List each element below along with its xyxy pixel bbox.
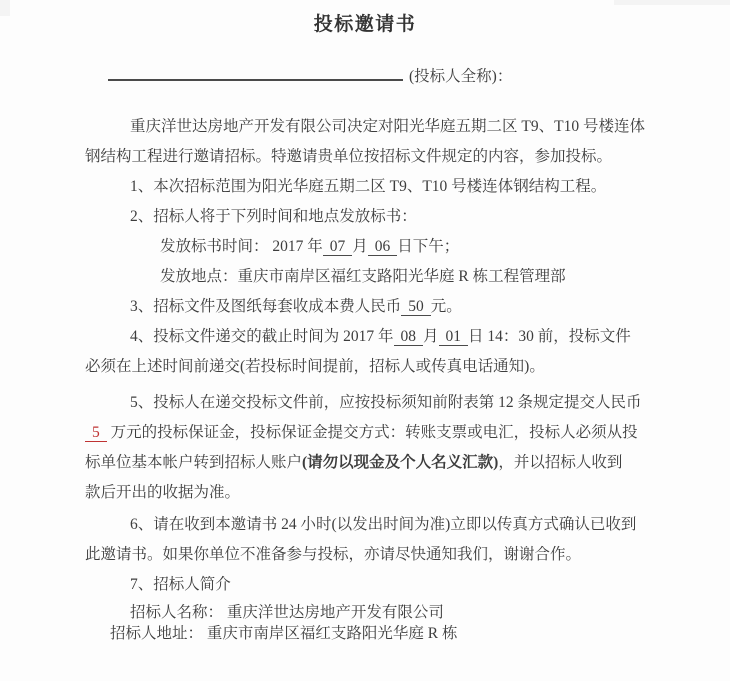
bidder-address-line: 招标人地址： 重庆市南岸区福红支路阳光华庭 R 栋 [110, 625, 458, 642]
deposit-text: 万元的投标保证金，投标保证金提交方式：转账支票或电汇，投标人必须从投 [106, 424, 638, 441]
issue-time-text-2: 月 [352, 238, 368, 255]
deadline-day-blank: 01 [439, 328, 469, 346]
scan-artifact [0, 0, 10, 16]
item-6-confirm-line-2: 此邀请书。如果你单位不准备参与投标，亦请尽快通知我们，谢谢合作。 [85, 546, 582, 563]
issue-day-blank: 06 [368, 238, 398, 256]
document-body [85, 0, 645, 644]
item-4-deadline-line-2: 必须在上述时间前递交(若投标时间提前，招标人或传真电话通知)。 [85, 358, 545, 375]
deadline-text: 4、投标文件递交的截止时间为 2017 年 [130, 328, 394, 345]
item-4-deadline-line-1 [85, 322, 645, 352]
deadline-text-2: 月 [423, 328, 439, 345]
item-1-scope: 1、本次招标范围为阳光华庭五期二区 T9、T10 号楼连体钢结构工程。 [130, 178, 607, 195]
deposit-text-2: 标单位基本帐户转到招标人账户 [85, 454, 303, 471]
issue-time-text-3: 日下午； [397, 238, 460, 255]
fee-blank: 50 [401, 298, 431, 316]
item-6-confirm-line-1: 6、请在收到本邀请书 24 小时(以发出时间为准)立即以传真方式确认已收到 [130, 516, 637, 533]
intro-line-2: 钢结构工程进行邀请招标。特邀请贵单位按招标文件规定的内容，参加投标。 [85, 148, 613, 165]
issue-month-blank: 07 [323, 238, 353, 256]
deadline-text-3: 日 14：30 前，投标文件 [468, 328, 631, 345]
item-5-deposit-line-4: 款后开出的收据为准。 [85, 484, 241, 501]
fee-text: 3、招标文件及图纸每套收成本费人民币 [130, 298, 402, 315]
item-7-head: 7、招标人简介 [130, 576, 231, 593]
item-3-fee-line [85, 292, 645, 322]
item-2-head: 2、招标人将于下列时间和地点发放标书： [130, 208, 417, 225]
fee-text-2: 元。 [430, 298, 462, 315]
deposit-amount: 5 [85, 424, 107, 442]
addressee-line [85, 62, 645, 92]
item-5-deposit-line-1: 5、投标人在递交投标文件前，应按投标须知前附表第 12 条规定提交人民币 [130, 394, 642, 411]
item-5-deposit-line-3 [85, 448, 645, 478]
deposit-warning-bold: (请勿以现金及个人名义汇款) [302, 454, 499, 471]
issue-time-line [85, 232, 645, 262]
addressee-label: (投标人全称)： [409, 68, 513, 85]
addressee-blank-field [108, 64, 403, 82]
document-title: 投标邀请书 [313, 14, 417, 35]
item-5-deposit-line-2 [85, 418, 645, 448]
deposit-text-3: ，并以招标人收到 [498, 454, 623, 471]
intro-line-1: 重庆洋世达房地产开发有限公司决定对阳光华庭五期二区 T9、T10 号楼连体 [130, 118, 645, 135]
deadline-month-blank: 08 [394, 328, 424, 346]
issue-time-text: 发放标书时间： 2017 年 [160, 238, 323, 255]
bidder-name-line: 招标人名称： 重庆洋世达房地产开发有限公司 [130, 604, 444, 621]
issue-place-line: 发放地点：重庆市南岸区福红支路阳光华庭 R 栋工程管理部 [160, 268, 566, 285]
